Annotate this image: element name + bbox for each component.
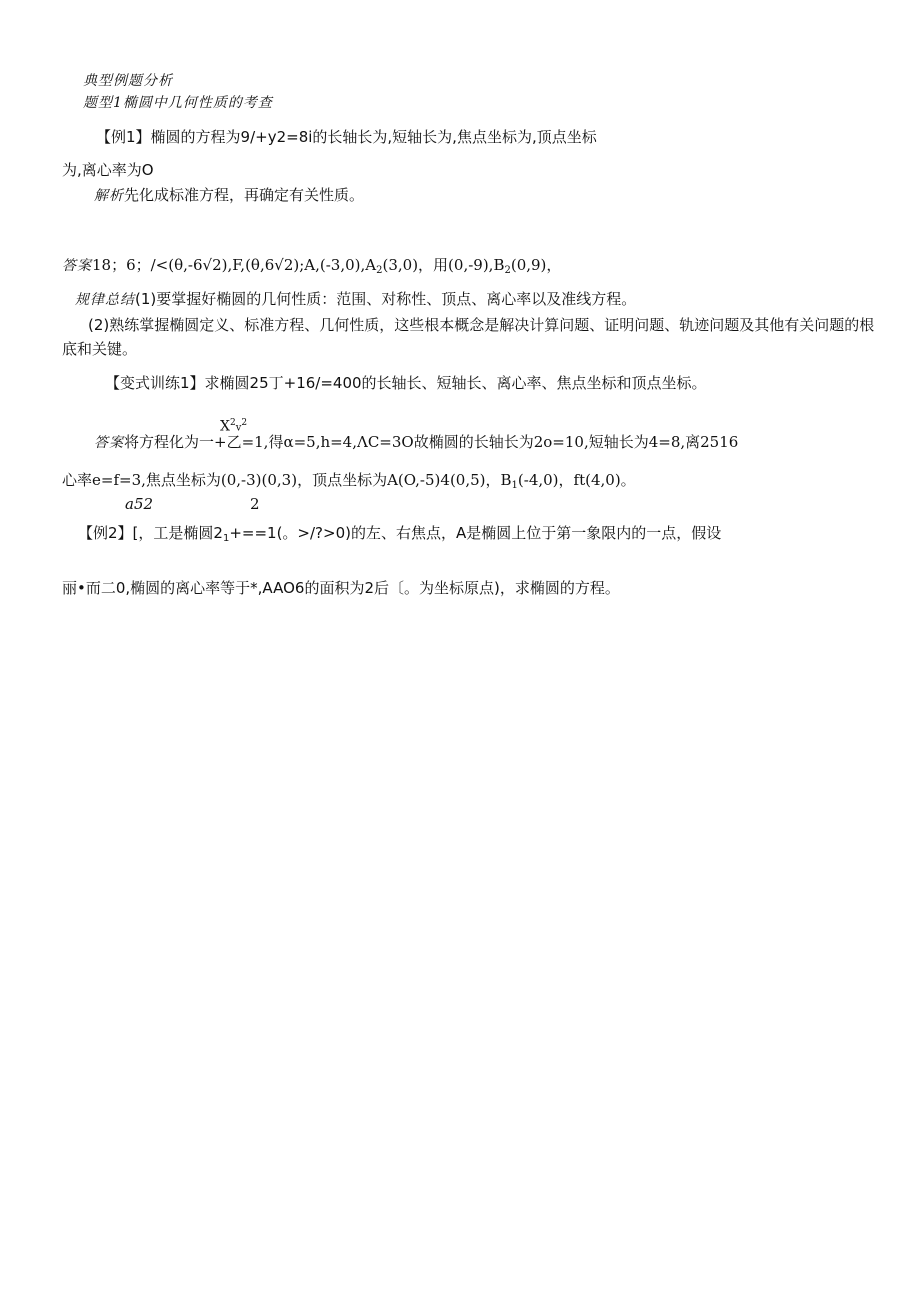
- example2-question-cont: 丽•而二0,椭圆的离心率等于*,AAO6的面积为2后〔。为坐标原点)，求椭圆的方程。: [62, 579, 620, 597]
- section-heading: 典型例题分析: [83, 73, 173, 89]
- variation1-answer-cont-b: (-4,0)，ft(4,0)。: [517, 471, 636, 489]
- answer-text-b: (3,0)，用(0,-9): [382, 256, 489, 274]
- summary-point1: [75, 289, 636, 310]
- example2-text-a: [，工是椭圆2: [132, 524, 223, 542]
- variation1-question: [105, 373, 707, 393]
- example2-question: [78, 523, 721, 549]
- answer-sub-c: 2: [504, 265, 511, 276]
- topic-heading: 题型1椭圆中几何性质的考查: [83, 95, 273, 111]
- analysis-text: 先化成标准方程，再确定有关性质。: [124, 186, 365, 204]
- analysis-label: 解析: [94, 188, 124, 204]
- example1-question-cont: 为,离心率为O: [62, 161, 154, 179]
- example1-question: [96, 127, 597, 147]
- variation1-question-text: 求椭圆25丁+16/=400的长轴长、短轴长、离心率、焦点坐标和顶点坐标。: [204, 374, 707, 392]
- example2-sub: 1: [222, 533, 230, 544]
- answer-label: 答案: [62, 258, 92, 274]
- variation1-answer-text: 将方程化为一+乙=1,得α=5,h=4,ΛC=3O故椭圆的长轴长为2o=10,短轴长为4=8,离2516: [124, 433, 739, 451]
- variation1-answer-cont: [62, 470, 636, 496]
- example2-label: 【例2】: [78, 524, 133, 542]
- frac-numerator-x: X: [220, 418, 230, 435]
- summary-point2: (2)熟练掌握椭圆定义、标准方程、几何性质，这些根本概念是解决计算问题、证明问题、轨迹问题及其他有关问题的根: [88, 316, 875, 334]
- variation1-answer-label: 答案: [94, 435, 124, 451]
- variation1-label: 【变式训练1】: [105, 374, 205, 392]
- variation1-denominator-right: 2: [250, 495, 260, 513]
- summary-label: 规律总结: [75, 292, 135, 308]
- example1-analysis: [94, 185, 364, 206]
- summary-point2-cont: 底和关键。: [62, 340, 138, 358]
- variation1-denominator-left: a52: [125, 495, 154, 513]
- answer-text-a: 18；6；/<(θ,-6√2),F,(θ,6√2);A,(-3,0),A: [92, 256, 377, 274]
- frac-numerator-x-exp: 2: [229, 418, 236, 428]
- example1-label: 【例1】: [96, 128, 151, 146]
- variation1-answer-cont-a: 心率e=f=3,焦点坐标为(0,-3)(0,3)，顶点坐标为A(O,-5)4(0,5)，B: [62, 471, 512, 489]
- frac-numerator-v: v: [235, 422, 242, 434]
- summary-point1-text: (1)要掌握好椭圆的几何性质：范围、对称性、顶点、离心率以及准线方程。: [135, 290, 637, 308]
- answer-text-d: (0,9)，: [510, 256, 562, 274]
- example1-answer: [62, 255, 561, 281]
- example1-question-text: 椭圆的方程为9/+y2=8i的长轴长为,短轴长为,焦点坐标为,顶点坐标: [150, 128, 597, 146]
- frac-numerator-v-exp: 2: [241, 418, 248, 428]
- variation1-answer: [94, 432, 738, 453]
- example2-text-b: +==1(。>/?>0)的左、右焦点，A是椭圆上位于第一象限内的一点，假设: [229, 524, 722, 542]
- answer-sub-a: 2: [376, 265, 383, 276]
- answer-text-c: ,B: [488, 256, 505, 274]
- variation1-answer-cont-sub: 1: [511, 480, 518, 491]
